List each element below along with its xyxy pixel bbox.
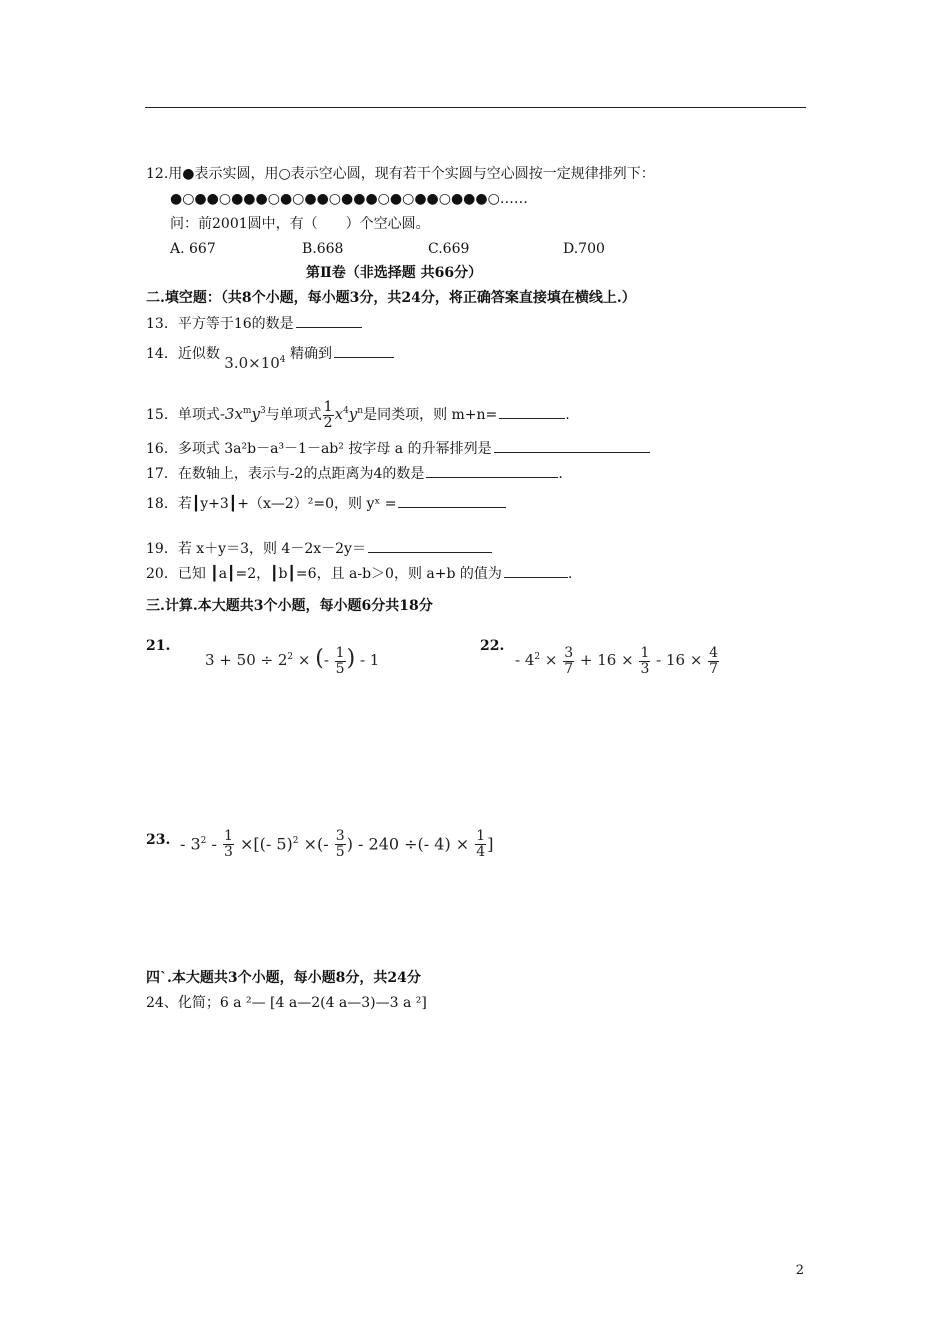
fraction-denominator: 3 — [640, 660, 650, 677]
q23-part-f: ] — [487, 834, 494, 854]
q16-text: 16．多项式 3a²b－a³－1－ab² 按字母 a 的升幂排列是 — [146, 441, 492, 457]
answer-blank — [504, 563, 568, 578]
q22-fraction-3 — [708, 646, 719, 677]
q23-expr — [180, 824, 493, 861]
answer-blank — [494, 438, 650, 453]
q15-exp-4: 4 — [343, 406, 349, 416]
fraction-numerator: 3 — [564, 644, 574, 661]
q18-text: 18．若┃y+3┃+（x—2）²=0，则 yˣ = — [146, 496, 397, 512]
q20 — [146, 563, 572, 584]
q18 — [146, 493, 506, 514]
fraction-denominator: 7 — [564, 660, 574, 677]
q23-square: 2 — [200, 836, 207, 846]
fraction-denominator: 7 — [709, 660, 719, 677]
q23-square-2: 2 — [292, 836, 299, 846]
q13 — [146, 313, 362, 334]
answer-blank — [296, 313, 362, 328]
q22-expr — [515, 640, 720, 677]
q15-mono2 — [335, 405, 363, 423]
q15-suffix: 是同类项，则 m+n= — [363, 407, 498, 423]
q15-x: x — [334, 405, 344, 423]
fraction-denominator: 2 — [323, 414, 333, 431]
answer-blank — [368, 538, 492, 553]
section2-heading: 二.填空题：（共8个小题，每小题3分，共24分，将正确答案直接填在横线上.） — [146, 290, 636, 306]
q15-fraction — [323, 400, 334, 431]
q13-text: 13．平方等于16的数是 — [146, 316, 294, 332]
q21-part-a: 3 + 50 ÷ 2 — [205, 651, 288, 669]
q14 — [146, 340, 394, 372]
q22-part-a: - 4 — [515, 651, 535, 669]
q22-label: 22. — [480, 638, 505, 654]
q23-part-a: - 3 — [180, 834, 201, 854]
q12-stem: 12.用●表示实圆，用○表示空心圆，现有若干个实圆与空心圆按一定规律排列下： — [146, 166, 655, 182]
q21-part-b: × — [293, 651, 316, 669]
fraction-numerator: 1 — [323, 398, 333, 415]
q14-exponent: 4 — [279, 355, 286, 365]
answer-blank — [398, 493, 506, 508]
q12-option-b: B.668 — [302, 241, 344, 257]
q15-y: y — [251, 405, 260, 423]
q23-fraction-3 — [475, 829, 486, 860]
q22-fraction-2 — [639, 646, 650, 677]
header-rule — [145, 107, 806, 108]
q15 — [146, 396, 570, 431]
fraction-denominator: 5 — [335, 844, 345, 861]
q15-exp-n: n — [357, 406, 364, 416]
fraction-numerator: 3 — [335, 828, 345, 845]
q17-text: 17．在数轴上，表示与-2的点距离为4的数是 — [146, 466, 425, 482]
q12-option-c: C.669 — [428, 241, 470, 257]
fraction-numerator: 4 — [709, 644, 719, 661]
q23-part-c: ×[(- 5) — [234, 834, 293, 854]
q15-yn: y — [348, 405, 358, 423]
q23-label: 23. — [146, 832, 171, 848]
q21-fraction — [335, 646, 346, 677]
q22-part-c: + 16 × — [575, 651, 639, 669]
q12-question: 问：前2001圆中，有（ ）个空心圆。 — [170, 216, 430, 232]
q22-fraction-1 — [563, 646, 574, 677]
q15-exp-m: m — [242, 406, 252, 416]
q14-prefix: 14．近似数 — [146, 346, 220, 362]
page-number: 2 — [795, 1263, 804, 1278]
q19 — [146, 538, 492, 559]
q14-suffix: 精确到 — [289, 346, 332, 362]
answer-blank — [334, 343, 394, 358]
q15-prefix: 15．单项式 — [146, 407, 220, 423]
q17-end: . — [558, 466, 563, 482]
q15-coef: -3x — [219, 405, 243, 423]
q19-text: 19．若 x＋y＝3，则 4－2x－2y＝ — [146, 541, 366, 557]
fraction-numerator: 1 — [223, 828, 233, 845]
q15-mid: 与单项式 — [265, 407, 322, 423]
q21-part-c: - 1 — [355, 651, 380, 669]
q14-expr — [224, 354, 285, 372]
q22-square: 2 — [534, 652, 541, 662]
q21-paren-group: ( — [315, 646, 324, 671]
q15-mono1 — [220, 405, 266, 423]
q12-option-a: A. 667 — [170, 241, 216, 257]
q23-part-e: ) - 240 ÷(- 4) × — [346, 834, 475, 854]
section4-heading: 四`.本大题共3个小题，每小题8分，共24分 — [146, 970, 421, 986]
fraction-denominator: 3 — [223, 844, 233, 861]
q21-expr: $3 + 50 \div 2^2$ × (- $\frac{1}{5}$ ) - 1 — [205, 644, 380, 677]
section3-heading: 三.计算.本大题共3个小题，每小题6分共18分 — [146, 598, 433, 614]
q20-text: 20．已知 ┃a┃=2，┃b┃=6，且 a-b＞0，则 a+b 的值为 — [146, 566, 502, 582]
q21-square: 2 — [287, 652, 294, 662]
fraction-numerator: 1 — [335, 644, 345, 661]
q21-paren-close: ) — [346, 646, 356, 671]
fraction-denominator: 5 — [335, 660, 345, 677]
q24: 24、化简；6 a ²— [4 a—2(4 a—3)—3 a ²] — [146, 995, 427, 1011]
q14-base: 3.0×10 — [224, 354, 280, 372]
q20-end: . — [567, 566, 573, 582]
q16 — [146, 438, 650, 459]
q17 — [146, 463, 563, 484]
q12-option-d: D.700 — [563, 241, 605, 257]
answer-blank — [499, 404, 565, 419]
q12-pattern: ●○●●○●●●○●○●●○●●●○●○●●○●●●○…… — [170, 191, 528, 207]
q22-part-b: × — [540, 651, 563, 669]
q23-fraction-1 — [223, 829, 234, 860]
answer-blank — [426, 463, 558, 478]
fraction-numerator: 1 — [476, 828, 486, 845]
q22-part-d: - 16 × — [651, 651, 708, 669]
fraction-denominator: 4 — [476, 844, 486, 861]
q15-exp-3: 3 — [259, 406, 266, 416]
fraction-numerator: 1 — [640, 644, 650, 661]
q15-end: . — [565, 407, 570, 423]
q21-label: 21. — [146, 638, 171, 654]
q23-part-b: - — [206, 834, 222, 854]
q23-part-d: ×(- — [298, 834, 334, 854]
q23-fraction-2 — [335, 829, 346, 860]
section2-title: 第Ⅱ卷（非选择题 共66分） — [306, 265, 483, 281]
